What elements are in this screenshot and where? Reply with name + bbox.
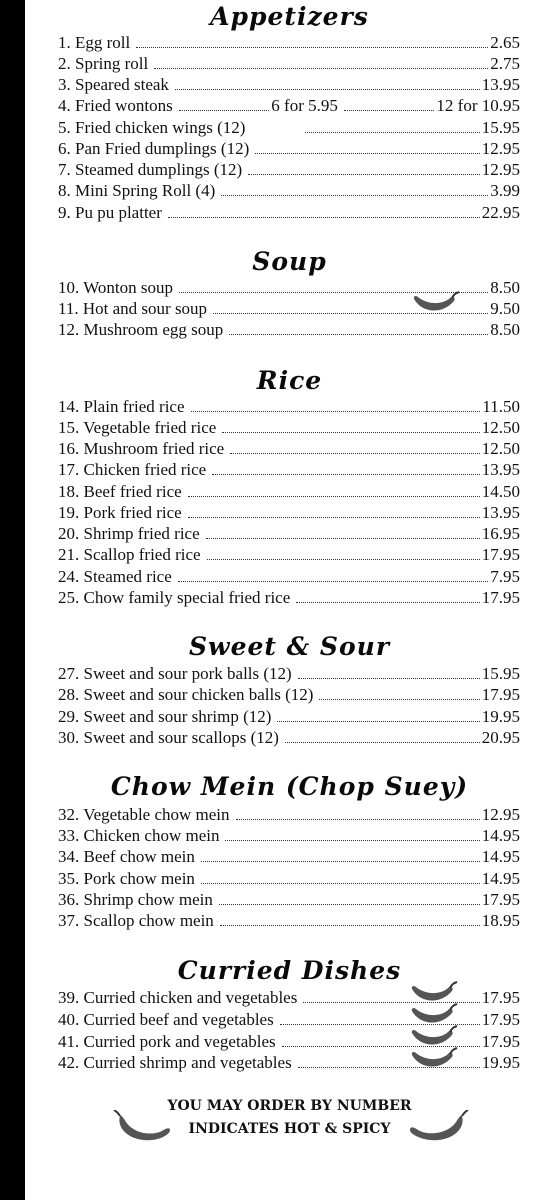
chili-pepper-icon [408, 1110, 470, 1146]
menu-item [58, 74, 520, 95]
item-name: 29. Sweet and sour shrimp (12) [58, 707, 272, 726]
item-price: 17.95 [481, 545, 520, 564]
menu-item [58, 825, 520, 846]
leader-dots [319, 699, 479, 700]
item-name: 21. Scallop fried rice [58, 545, 201, 564]
item-price: 19.95 [481, 707, 520, 726]
item-price: 17.95 [481, 890, 520, 909]
item-name: 17. Chicken fried rice [58, 460, 207, 479]
item-name: 41. Curried pork and vegetables [58, 1032, 276, 1051]
item-price: 22.95 [481, 203, 520, 222]
menu-item [58, 159, 520, 180]
item-name: 7. Steamed dumplings (12) [58, 160, 243, 179]
leader-dots [179, 110, 270, 111]
menu-item [58, 804, 520, 825]
leader-dots [206, 538, 480, 539]
item-name: 25. Chow family special fried rice [58, 588, 291, 607]
menu-item [58, 396, 520, 417]
item-price: 14.50 [481, 482, 520, 501]
section-title-sweet-sour: Sweet & Sour [189, 632, 390, 661]
menu-item [58, 684, 520, 705]
leader-dots [154, 68, 488, 69]
item-name: 14. Plain fried rice [58, 397, 185, 416]
item-name: 34. Beef chow mein [58, 847, 195, 866]
leader-dots [168, 217, 480, 218]
item-name: 30. Sweet and sour scallops (12) [58, 728, 279, 747]
menu-item [58, 910, 520, 931]
item-price: 13.95 [481, 503, 520, 522]
leader-dots [220, 925, 480, 926]
section-title-soup: Soup [252, 247, 327, 276]
item-name: 28. Sweet and sour chicken balls (12) [58, 685, 314, 704]
menu-item [58, 846, 520, 867]
item-price: 18.95 [481, 911, 520, 930]
section-title-curried: Curried Dishes [177, 956, 402, 985]
footer-spicy-note: INDICATES HOT & SPICY [188, 1121, 391, 1137]
chili-pepper-icon [410, 1047, 458, 1073]
leader-dots [277, 721, 479, 722]
item-name: 18. Beef fried rice [58, 482, 182, 501]
menu-item [58, 32, 520, 53]
leader-dots [212, 474, 480, 475]
leader-dots [188, 496, 480, 497]
item-name: 2. Spring roll [58, 54, 149, 73]
leader-dots [298, 678, 480, 679]
item-price: 9.50 [490, 299, 520, 318]
menu-item [58, 523, 520, 544]
leader-dots [136, 47, 488, 48]
item-name: 32. Vegetable chow mein [58, 805, 230, 824]
item-price: 12.95 [481, 160, 520, 179]
item-name: 6. Pan Fried dumplings (12) [58, 139, 250, 158]
leader-dots [201, 883, 480, 884]
item-name: 9. Pu pu platter [58, 203, 162, 222]
leader-dots [207, 559, 480, 560]
item-price: 12.50 [481, 439, 520, 458]
item-price: 15.95 [481, 118, 520, 137]
leader-dots [178, 581, 488, 582]
menu-item [58, 481, 520, 502]
leader-dots [285, 742, 480, 743]
item-price: 8.50 [490, 278, 520, 297]
item-price: 12.50 [481, 418, 520, 437]
item-name: 3. Speared steak [58, 75, 169, 94]
leader-dots [191, 411, 481, 412]
leader-dots [201, 861, 480, 862]
leader-dots [188, 517, 480, 518]
left-border-bar [0, 0, 25, 1200]
item-price: 20.95 [481, 728, 520, 747]
item-price: 12 for 10.95 [436, 96, 520, 115]
leader-dots [236, 819, 480, 820]
leader-dots [225, 840, 479, 841]
leader-dots [305, 132, 479, 133]
item-price: 13.95 [481, 75, 520, 94]
menu-item [58, 502, 520, 523]
menu-item [58, 727, 520, 748]
item-name: 27. Sweet and sour pork balls (12) [58, 664, 292, 683]
item-price: 19.95 [481, 1053, 520, 1072]
item-price-small: 6 for 5.95 [271, 96, 338, 115]
leader-dots [230, 453, 480, 454]
item-name: 5. Fried chicken wings (12) [58, 118, 246, 137]
menu-item [58, 889, 520, 910]
item-price: 17.95 [481, 988, 520, 1007]
section-title-rice: Rice [256, 366, 323, 395]
menu-item [58, 180, 520, 201]
item-name: 11. Hot and sour soup [58, 299, 208, 318]
item-price: 8.50 [490, 320, 520, 339]
item-price: 2.75 [490, 54, 520, 73]
item-price: 17.95 [481, 1010, 520, 1029]
item-price: 13.95 [481, 460, 520, 479]
item-name: 39. Curried chicken and vegetables [58, 988, 298, 1007]
item-name: 24. Steamed rice [58, 567, 172, 586]
leader-dots [255, 153, 480, 154]
leader-dots [296, 602, 479, 603]
menu-item [58, 587, 520, 608]
leader-dots [344, 110, 435, 111]
item-name: 12. Mushroom egg soup [58, 320, 224, 339]
footer-order-note: YOU MAY ORDER BY NUMBER [167, 1098, 412, 1114]
leader-dots [175, 89, 480, 90]
item-price: 14.95 [481, 847, 520, 866]
menu-item [58, 202, 520, 223]
item-name: 19. Pork fried rice [58, 503, 182, 522]
item-price: 17.95 [481, 588, 520, 607]
item-name: 10. Wonton soup [58, 278, 173, 297]
item-name: 37. Scallop chow mein [58, 911, 214, 930]
chili-pepper-icon [412, 291, 460, 317]
item-name: 36. Shrimp chow mein [58, 890, 213, 909]
item-name: 33. Chicken chow mein [58, 826, 220, 845]
item-price: 17.95 [481, 1032, 520, 1051]
item-name: 8. Mini Spring Roll (4) [58, 181, 216, 200]
item-price: 3.99 [490, 181, 520, 200]
item-price: 2.65 [490, 33, 520, 52]
item-name: 35. Pork chow mein [58, 869, 195, 888]
leader-dots [229, 334, 488, 335]
item-price: 7.95 [490, 567, 520, 586]
menu-item [58, 138, 520, 159]
item-name: 4. Fried wontons [58, 96, 173, 115]
menu-item [58, 544, 520, 565]
item-name: 16. Mushroom fried rice [58, 439, 225, 458]
item-price: 14.95 [481, 869, 520, 888]
menu-item [58, 319, 520, 340]
menu-item [58, 868, 520, 889]
item-name: 15. Vegetable fried rice [58, 418, 217, 437]
item-price: 16.95 [481, 524, 520, 543]
item-price: 12.95 [481, 805, 520, 824]
leader-dots [221, 195, 488, 196]
section-title-chow-mein: Chow Mein (Chop Suey) [110, 772, 469, 801]
leader-dots [222, 432, 479, 433]
item-price: 12.95 [481, 139, 520, 158]
leader-dots [248, 174, 480, 175]
menu-item [58, 417, 520, 438]
item-price: 14.95 [481, 826, 520, 845]
menu-item [58, 117, 520, 138]
item-name: 1. Egg roll [58, 33, 131, 52]
item-name: 20. Shrimp fried rice [58, 524, 200, 543]
menu-item [58, 663, 520, 684]
menu-item [58, 53, 520, 74]
item-name: 40. Curried beef and vegetables [58, 1010, 274, 1029]
menu-item [58, 566, 520, 587]
item-price: 11.50 [482, 397, 520, 416]
menu-item [58, 438, 520, 459]
chili-pepper-icon [112, 1110, 172, 1146]
item-price: 17.95 [481, 685, 520, 704]
menu-item [58, 95, 520, 116]
section-title-appetizers: Appetizers [210, 2, 369, 31]
menu-item [58, 706, 520, 727]
leader-dots [219, 904, 480, 905]
item-name: 42. Curried shrimp and vegetables [58, 1053, 292, 1072]
menu-item [58, 459, 520, 480]
item-price: 15.95 [481, 664, 520, 683]
